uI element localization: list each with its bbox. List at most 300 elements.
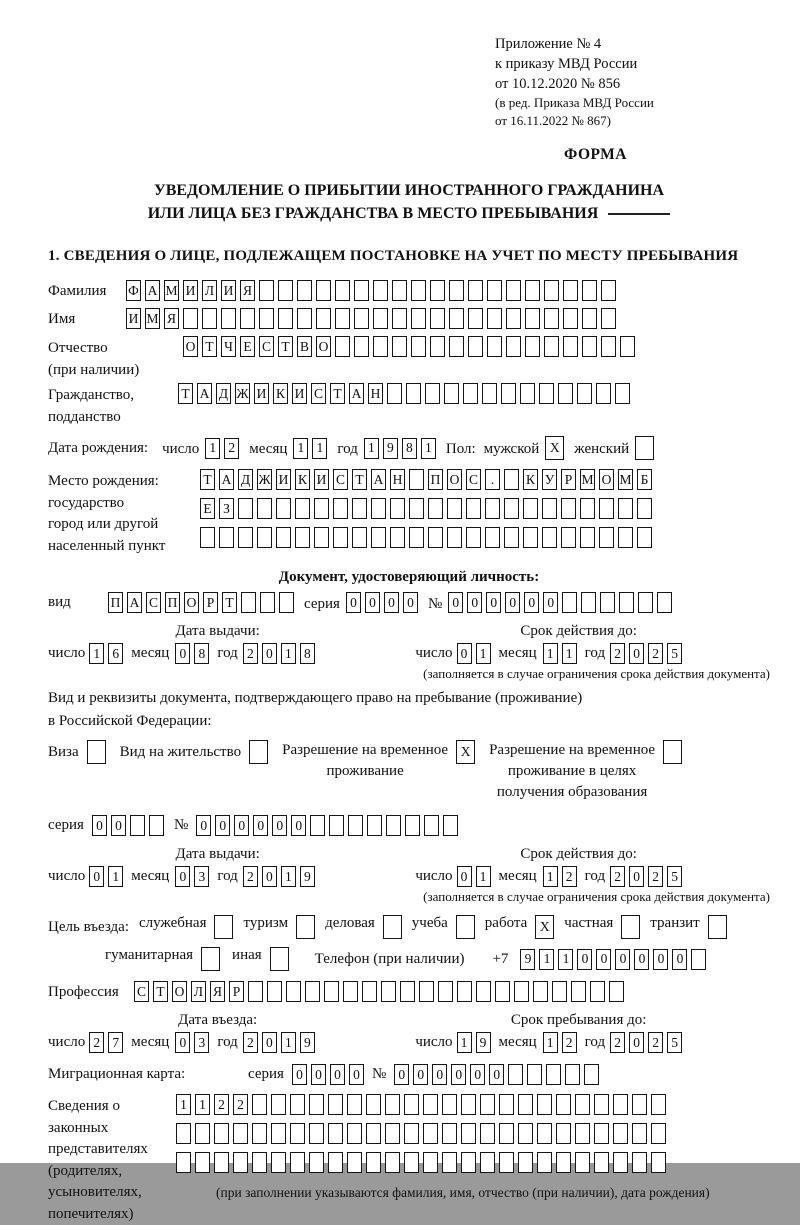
char-cell[interactable] (518, 1152, 533, 1173)
char-cell[interactable]: О (172, 981, 187, 1002)
char-cell[interactable]: О (183, 336, 198, 357)
char-cell[interactable]: И (292, 383, 307, 404)
doc-valid-year[interactable] (610, 643, 682, 664)
char-cell[interactable]: 9 (520, 949, 535, 970)
birth-day-boxes[interactable] (205, 438, 239, 459)
char-cell[interactable]: 1 (293, 438, 308, 459)
char-cell[interactable] (347, 1094, 362, 1115)
birthplace-boxes-row-1[interactable] (200, 469, 652, 490)
char-cell[interactable] (371, 498, 386, 519)
char-cell[interactable] (423, 1123, 438, 1144)
char-cell[interactable] (278, 308, 293, 329)
char-cell[interactable] (252, 1123, 267, 1144)
char-cell[interactable] (504, 469, 519, 490)
char-cell[interactable]: С (311, 383, 326, 404)
char-cell[interactable]: 1 (543, 1032, 558, 1053)
char-cell[interactable] (590, 981, 605, 1002)
char-cell[interactable]: 0 (89, 866, 104, 887)
char-cell[interactable]: И (314, 469, 329, 490)
char-cell[interactable]: 2 (224, 438, 239, 459)
char-cell[interactable] (480, 1152, 495, 1173)
legal-reps-boxes-row-1[interactable] (176, 1094, 710, 1115)
char-cell[interactable]: 0 (672, 949, 687, 970)
char-cell[interactable] (442, 1123, 457, 1144)
char-cell[interactable] (537, 1094, 552, 1115)
char-cell[interactable]: 9 (383, 438, 398, 459)
char-cell[interactable] (366, 1152, 381, 1173)
char-cell[interactable]: С (259, 336, 274, 357)
char-cell[interactable]: 0 (629, 866, 644, 887)
char-cell[interactable]: 1 (281, 1032, 296, 1053)
char-cell[interactable] (221, 308, 236, 329)
char-cell[interactable] (428, 498, 443, 519)
char-cell[interactable]: 0 (262, 643, 277, 664)
char-cell[interactable]: М (618, 469, 633, 490)
char-cell[interactable] (527, 1064, 542, 1085)
char-cell[interactable] (620, 336, 635, 357)
char-cell[interactable] (621, 915, 640, 939)
sex-female-checkbox[interactable] (635, 436, 654, 460)
char-cell[interactable] (373, 280, 388, 301)
stay-valid-day[interactable] (457, 866, 491, 887)
char-cell[interactable] (409, 498, 424, 519)
char-cell[interactable] (295, 527, 310, 548)
char-cell[interactable]: 2 (610, 866, 625, 887)
char-cell[interactable]: 2 (610, 1032, 625, 1053)
char-cell[interactable] (405, 815, 420, 836)
char-cell[interactable] (637, 498, 652, 519)
purpose-business-checkbox[interactable] (383, 915, 402, 939)
char-cell[interactable]: М (145, 308, 160, 329)
char-cell[interactable] (354, 308, 369, 329)
char-cell[interactable]: 1 (205, 438, 220, 459)
char-cell[interactable]: 0 (577, 949, 592, 970)
char-cell[interactable]: Ч (221, 336, 236, 357)
char-cell[interactable] (176, 1123, 191, 1144)
char-cell[interactable] (219, 527, 234, 548)
char-cell[interactable]: 0 (629, 1032, 644, 1053)
char-cell[interactable]: 9 (300, 1032, 315, 1053)
char-cell[interactable] (508, 1064, 523, 1085)
char-cell[interactable]: 2 (243, 1032, 258, 1053)
char-cell[interactable] (601, 308, 616, 329)
char-cell[interactable] (130, 815, 145, 836)
char-cell[interactable] (504, 527, 519, 548)
entry-day[interactable] (89, 1032, 123, 1053)
char-cell[interactable] (424, 815, 439, 836)
char-cell[interactable]: 0 (262, 866, 277, 887)
char-cell[interactable] (347, 1152, 362, 1173)
char-cell[interactable] (556, 1094, 571, 1115)
char-cell[interactable] (638, 592, 653, 613)
migration-number-boxes[interactable] (394, 1064, 599, 1085)
char-cell[interactable] (409, 469, 424, 490)
char-cell[interactable] (582, 308, 597, 329)
char-cell[interactable] (390, 498, 405, 519)
stay-issue-month[interactable] (175, 866, 209, 887)
char-cell[interactable] (537, 1152, 552, 1173)
char-cell[interactable]: С (333, 469, 348, 490)
char-cell[interactable]: М (164, 280, 179, 301)
entry-month[interactable] (175, 1032, 209, 1053)
char-cell[interactable] (514, 981, 529, 1002)
char-cell[interactable] (305, 981, 320, 1002)
char-cell[interactable] (195, 1152, 210, 1173)
citizenship-boxes[interactable] (178, 383, 630, 404)
legal-reps-boxes-row-2[interactable] (176, 1123, 710, 1144)
char-cell[interactable]: Н (390, 469, 405, 490)
char-cell[interactable]: 1 (558, 949, 573, 970)
char-cell[interactable] (271, 1152, 286, 1173)
char-cell[interactable] (214, 1152, 229, 1173)
char-cell[interactable]: 0 (253, 815, 268, 836)
visa-checkbox[interactable] (87, 740, 106, 764)
char-cell[interactable] (561, 498, 576, 519)
char-cell[interactable]: 0 (175, 643, 190, 664)
char-cell[interactable] (594, 1152, 609, 1173)
char-cell[interactable]: И (183, 280, 198, 301)
char-cell[interactable]: 0 (486, 592, 501, 613)
char-cell[interactable] (362, 981, 377, 1002)
char-cell[interactable]: 2 (233, 1094, 248, 1115)
char-cell[interactable] (561, 527, 576, 548)
char-cell[interactable] (525, 280, 540, 301)
char-cell[interactable] (411, 336, 426, 357)
stay-until-year[interactable] (610, 1032, 682, 1053)
char-cell[interactable]: 5 (667, 1032, 682, 1053)
char-cell[interactable] (461, 1152, 476, 1173)
char-cell[interactable] (240, 308, 255, 329)
char-cell[interactable] (575, 1152, 590, 1173)
char-cell[interactable]: Я (164, 308, 179, 329)
char-cell[interactable]: Т (278, 336, 293, 357)
char-cell[interactable] (580, 498, 595, 519)
char-cell[interactable] (241, 592, 256, 613)
char-cell[interactable] (499, 1123, 514, 1144)
birth-year-boxes[interactable] (364, 438, 436, 459)
char-cell[interactable] (309, 1094, 324, 1115)
char-cell[interactable]: 0 (524, 592, 539, 613)
char-cell[interactable]: А (145, 280, 160, 301)
char-cell[interactable] (333, 498, 348, 519)
char-cell[interactable] (580, 527, 595, 548)
char-cell[interactable]: О (599, 469, 614, 490)
char-cell[interactable] (392, 336, 407, 357)
char-cell[interactable]: Р (203, 592, 218, 613)
char-cell[interactable] (257, 527, 272, 548)
char-cell[interactable] (609, 981, 624, 1002)
char-cell[interactable] (419, 981, 434, 1002)
char-cell[interactable]: X (456, 740, 475, 764)
char-cell[interactable] (552, 981, 567, 1002)
char-cell[interactable]: У (542, 469, 557, 490)
char-cell[interactable] (651, 1152, 666, 1173)
char-cell[interactable]: 8 (402, 438, 417, 459)
char-cell[interactable] (487, 308, 502, 329)
char-cell[interactable] (328, 1123, 343, 1144)
char-cell[interactable] (260, 592, 275, 613)
char-cell[interactable]: 1 (543, 866, 558, 887)
char-cell[interactable]: 3 (194, 1032, 209, 1053)
char-cell[interactable] (278, 280, 293, 301)
char-cell[interactable]: 0 (272, 815, 287, 836)
char-cell[interactable] (297, 280, 312, 301)
stay-issue-year[interactable] (243, 866, 315, 887)
char-cell[interactable]: 2 (89, 1032, 104, 1053)
char-cell[interactable]: 0 (451, 1064, 466, 1085)
char-cell[interactable] (373, 336, 388, 357)
char-cell[interactable]: Т (330, 383, 345, 404)
char-cell[interactable] (267, 981, 282, 1002)
char-cell[interactable] (480, 1123, 495, 1144)
char-cell[interactable] (233, 1123, 248, 1144)
char-cell[interactable] (324, 981, 339, 1002)
char-cell[interactable] (466, 498, 481, 519)
legal-reps-boxes-row-3[interactable] (176, 1152, 710, 1173)
stay-issue-day[interactable] (89, 866, 123, 887)
char-cell[interactable] (348, 815, 363, 836)
char-cell[interactable]: 1 (281, 643, 296, 664)
char-cell[interactable] (249, 740, 268, 764)
char-cell[interactable]: Т (178, 383, 193, 404)
char-cell[interactable]: К (523, 469, 538, 490)
char-cell[interactable]: 1 (421, 438, 436, 459)
char-cell[interactable] (354, 280, 369, 301)
char-cell[interactable]: 1 (543, 643, 558, 664)
char-cell[interactable]: С (134, 981, 149, 1002)
char-cell[interactable] (599, 527, 614, 548)
purpose-tourism-checkbox[interactable] (296, 915, 315, 939)
char-cell[interactable]: 0 (330, 1064, 345, 1085)
char-cell[interactable]: И (221, 280, 236, 301)
char-cell[interactable] (252, 1094, 267, 1115)
char-cell[interactable] (544, 280, 559, 301)
purpose-private-checkbox[interactable] (621, 915, 640, 939)
char-cell[interactable] (328, 1152, 343, 1173)
char-cell[interactable]: И (254, 383, 269, 404)
char-cell[interactable] (613, 1152, 628, 1173)
char-cell[interactable] (385, 1123, 400, 1144)
char-cell[interactable]: 0 (111, 815, 126, 836)
stay-until-day[interactable] (457, 1032, 491, 1053)
char-cell[interactable] (449, 280, 464, 301)
char-cell[interactable] (562, 592, 577, 613)
char-cell[interactable] (271, 1123, 286, 1144)
char-cell[interactable] (430, 280, 445, 301)
doc-issue-year[interactable] (243, 643, 315, 664)
char-cell[interactable] (480, 1094, 495, 1115)
char-cell[interactable]: 0 (615, 949, 630, 970)
residence-permit-checkbox[interactable] (249, 740, 268, 764)
char-cell[interactable]: 9 (476, 1032, 491, 1053)
purpose-other-checkbox[interactable] (270, 947, 289, 971)
purpose-humanitarian-checkbox[interactable] (201, 947, 220, 971)
char-cell[interactable] (443, 815, 458, 836)
char-cell[interactable] (635, 436, 654, 460)
char-cell[interactable]: 8 (194, 643, 209, 664)
char-cell[interactable]: 6 (108, 643, 123, 664)
char-cell[interactable]: 0 (196, 815, 211, 836)
char-cell[interactable] (276, 527, 291, 548)
char-cell[interactable] (518, 1123, 533, 1144)
firstname-boxes[interactable] (126, 308, 616, 329)
char-cell[interactable]: 5 (667, 866, 682, 887)
char-cell[interactable]: Д (238, 469, 253, 490)
char-cell[interactable]: 0 (432, 1064, 447, 1085)
char-cell[interactable] (276, 498, 291, 519)
char-cell[interactable]: 1 (195, 1094, 210, 1115)
char-cell[interactable]: 1 (539, 949, 554, 970)
char-cell[interactable] (708, 915, 727, 939)
char-cell[interactable]: А (219, 469, 234, 490)
char-cell[interactable] (248, 981, 263, 1002)
char-cell[interactable] (238, 527, 253, 548)
char-cell[interactable] (594, 1094, 609, 1115)
char-cell[interactable] (584, 1064, 599, 1085)
char-cell[interactable] (504, 498, 519, 519)
char-cell[interactable] (387, 383, 402, 404)
char-cell[interactable] (565, 1064, 580, 1085)
char-cell[interactable] (613, 1094, 628, 1115)
char-cell[interactable]: 3 (194, 866, 209, 887)
char-cell[interactable] (390, 527, 405, 548)
birth-month-boxes[interactable] (293, 438, 327, 459)
char-cell[interactable] (618, 527, 633, 548)
char-cell[interactable]: И (126, 308, 141, 329)
char-cell[interactable] (582, 280, 597, 301)
char-cell[interactable] (442, 1094, 457, 1115)
char-cell[interactable] (657, 592, 672, 613)
char-cell[interactable]: О (447, 469, 462, 490)
char-cell[interactable] (200, 527, 215, 548)
char-cell[interactable] (449, 308, 464, 329)
char-cell[interactable]: 2 (562, 1032, 577, 1053)
char-cell[interactable] (599, 498, 614, 519)
stay-valid-month[interactable] (543, 866, 577, 887)
char-cell[interactable]: Л (202, 280, 217, 301)
char-cell[interactable] (447, 498, 462, 519)
char-cell[interactable]: 2 (243, 643, 258, 664)
char-cell[interactable] (575, 1123, 590, 1144)
char-cell[interactable] (632, 1152, 647, 1173)
char-cell[interactable] (411, 280, 426, 301)
char-cell[interactable] (367, 815, 382, 836)
char-cell[interactable] (575, 1094, 590, 1115)
char-cell[interactable]: Ж (235, 383, 250, 404)
char-cell[interactable] (176, 1152, 191, 1173)
char-cell[interactable] (571, 981, 586, 1002)
char-cell[interactable] (518, 1094, 533, 1115)
char-cell[interactable] (501, 383, 516, 404)
char-cell[interactable]: 0 (346, 592, 361, 613)
char-cell[interactable] (542, 527, 557, 548)
char-cell[interactable] (183, 308, 198, 329)
char-cell[interactable]: 0 (292, 1064, 307, 1085)
char-cell[interactable]: 2 (214, 1094, 229, 1115)
doc-series-boxes[interactable] (346, 592, 418, 613)
char-cell[interactable]: . (485, 469, 500, 490)
purpose-transit-checkbox[interactable] (708, 915, 727, 939)
sex-male-checkbox[interactable] (545, 436, 564, 460)
char-cell[interactable] (615, 383, 630, 404)
char-cell[interactable] (316, 308, 331, 329)
char-cell[interactable] (476, 981, 491, 1002)
char-cell[interactable]: 0 (384, 592, 399, 613)
char-cell[interactable] (252, 1152, 267, 1173)
stay-valid-year[interactable] (610, 866, 682, 887)
char-cell[interactable]: 1 (476, 643, 491, 664)
char-cell[interactable] (438, 981, 453, 1002)
char-cell[interactable]: И (276, 469, 291, 490)
char-cell[interactable] (466, 527, 481, 548)
char-cell[interactable] (600, 592, 615, 613)
char-cell[interactable]: 1 (457, 1032, 472, 1053)
char-cell[interactable]: О (184, 592, 199, 613)
char-cell[interactable] (430, 336, 445, 357)
char-cell[interactable] (352, 498, 367, 519)
char-cell[interactable] (366, 1123, 381, 1144)
char-cell[interactable] (309, 1152, 324, 1173)
char-cell[interactable]: К (295, 469, 310, 490)
char-cell[interactable] (449, 336, 464, 357)
char-cell[interactable] (354, 336, 369, 357)
char-cell[interactable]: О (316, 336, 331, 357)
char-cell[interactable] (563, 308, 578, 329)
char-cell[interactable] (539, 383, 554, 404)
char-cell[interactable]: Е (240, 336, 255, 357)
char-cell[interactable] (335, 308, 350, 329)
char-cell[interactable] (314, 527, 329, 548)
char-cell[interactable]: 2 (648, 643, 663, 664)
char-cell[interactable] (423, 1094, 438, 1115)
char-cell[interactable] (482, 383, 497, 404)
char-cell[interactable] (328, 1094, 343, 1115)
char-cell[interactable] (663, 740, 682, 764)
char-cell[interactable] (286, 981, 301, 1002)
char-cell[interactable]: 1 (89, 643, 104, 664)
char-cell[interactable] (520, 383, 535, 404)
char-cell[interactable]: А (371, 469, 386, 490)
char-cell[interactable] (457, 981, 472, 1002)
char-cell[interactable] (485, 527, 500, 548)
doc-valid-day[interactable] (457, 643, 491, 664)
char-cell[interactable] (563, 280, 578, 301)
char-cell[interactable] (296, 915, 315, 939)
char-cell[interactable]: Т (222, 592, 237, 613)
char-cell[interactable]: С (466, 469, 481, 490)
char-cell[interactable] (594, 1123, 609, 1144)
char-cell[interactable]: 0 (311, 1064, 326, 1085)
char-cell[interactable] (201, 947, 220, 971)
char-cell[interactable]: 8 (300, 643, 315, 664)
char-cell[interactable] (495, 981, 510, 1002)
char-cell[interactable] (329, 815, 344, 836)
char-cell[interactable] (487, 280, 502, 301)
char-cell[interactable] (523, 527, 538, 548)
char-cell[interactable] (310, 815, 325, 836)
char-cell[interactable] (392, 280, 407, 301)
char-cell[interactable]: 1 (176, 1094, 191, 1115)
char-cell[interactable] (400, 981, 415, 1002)
char-cell[interactable] (442, 1152, 457, 1173)
char-cell[interactable]: X (535, 915, 554, 939)
migration-series-boxes[interactable] (292, 1064, 364, 1085)
char-cell[interactable]: В (297, 336, 312, 357)
char-cell[interactable]: 0 (413, 1064, 428, 1085)
char-cell[interactable]: 0 (92, 815, 107, 836)
char-cell[interactable]: 0 (470, 1064, 485, 1085)
char-cell[interactable] (386, 815, 401, 836)
